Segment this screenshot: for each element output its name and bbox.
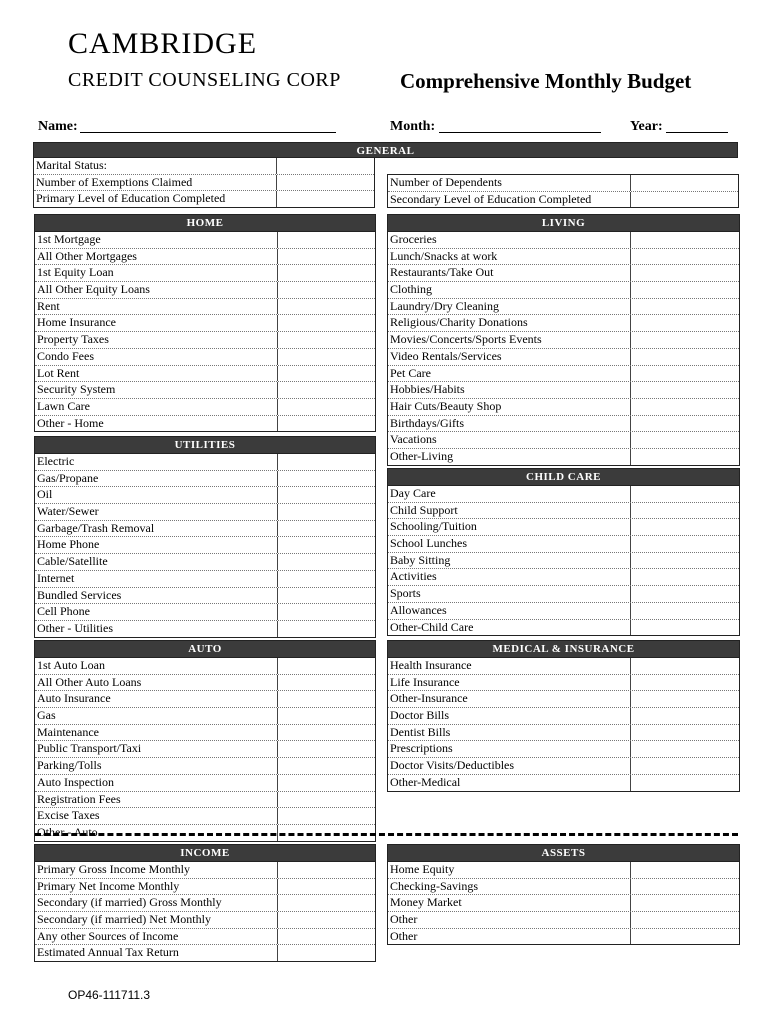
row-label: Other-Child Care	[390, 619, 474, 634]
budget-row	[388, 879, 739, 896]
budget-row	[388, 315, 739, 332]
row-label: 1st Equity Loan	[37, 265, 114, 280]
row-label: Doctor Bills	[390, 708, 449, 723]
row-label: Other - Auto	[37, 824, 98, 839]
budget-row	[35, 945, 375, 961]
row-label: Other	[390, 928, 418, 943]
home-section	[34, 214, 376, 432]
row-label: Laundry/Dry Cleaning	[390, 298, 499, 313]
row-label: Movies/Concerts/Sports Events	[390, 332, 542, 347]
amount-field[interactable]	[277, 454, 375, 470]
name-field[interactable]	[80, 132, 336, 133]
income-header: INCOME	[35, 845, 375, 862]
budget-row	[388, 432, 739, 449]
amount-field[interactable]	[630, 708, 739, 724]
row-label: Rent	[37, 298, 60, 313]
amount-field[interactable]	[630, 192, 738, 208]
row-label: All Other Auto Loans	[37, 674, 142, 689]
budget-row	[35, 399, 375, 416]
row-label: Marital Status:	[36, 158, 107, 172]
row-label: Hair Cuts/Beauty Shop	[390, 398, 502, 413]
general-right	[387, 174, 739, 208]
budget-row	[388, 399, 739, 416]
budget-row	[35, 741, 375, 758]
amount-field[interactable]	[277, 487, 375, 503]
utilities-section	[34, 436, 376, 638]
row-label: Estimated Annual Tax Return	[37, 945, 179, 960]
amount-field[interactable]	[277, 621, 375, 637]
budget-row	[388, 265, 739, 282]
brand-name: CAMBRIDGE	[68, 27, 258, 60]
auto-header: AUTO	[35, 641, 375, 658]
year-field[interactable]	[666, 132, 728, 133]
budget-row	[388, 603, 739, 620]
amount-field[interactable]	[277, 232, 375, 248]
budget-row	[35, 454, 375, 471]
budget-row	[35, 471, 375, 488]
amount-field[interactable]	[630, 503, 739, 519]
assets-header: ASSETS	[388, 845, 739, 862]
amount-field[interactable]	[277, 912, 375, 928]
row-label: Public Transport/Taxi	[37, 741, 142, 756]
budget-row	[388, 895, 739, 912]
budget-row	[388, 620, 739, 636]
row-label: Home Phone	[37, 537, 100, 552]
row-label: Garbage/Trash Removal	[37, 520, 155, 535]
row-label: Home Insurance	[37, 315, 116, 330]
budget-row	[388, 741, 739, 758]
amount-field[interactable]	[630, 432, 739, 448]
amount-field[interactable]	[630, 658, 739, 674]
row-label: Hobbies/Habits	[390, 382, 465, 397]
budget-row	[35, 232, 375, 249]
general-section	[33, 142, 738, 204]
budget-row	[35, 382, 375, 399]
amount-field[interactable]	[630, 249, 739, 265]
budget-row	[388, 519, 739, 536]
budget-row	[34, 175, 374, 192]
budget-row	[35, 332, 375, 349]
row-label: Vacations	[390, 432, 437, 447]
row-label: 1st Mortgage	[37, 232, 101, 246]
home-header: HOME	[35, 215, 375, 232]
row-label: Secondary (if married) Gross Monthly	[37, 895, 222, 910]
amount-field[interactable]	[277, 537, 375, 553]
amount-field[interactable]	[277, 945, 375, 961]
budget-row	[35, 249, 375, 266]
amount-field[interactable]	[630, 758, 739, 774]
row-label: Restaurants/Take Out	[390, 265, 494, 280]
amount-field[interactable]	[630, 416, 739, 432]
row-label: Number of Dependents	[390, 175, 502, 189]
row-label: Excise Taxes	[37, 808, 100, 823]
row-label: Sports	[390, 586, 421, 601]
budget-row	[35, 282, 375, 299]
row-label: Lawn Care	[37, 398, 90, 413]
budget-row	[388, 725, 739, 742]
amount-field[interactable]	[630, 603, 739, 619]
budget-row	[35, 487, 375, 504]
amount-field[interactable]	[630, 929, 739, 945]
cut-line	[35, 833, 738, 836]
budget-row	[388, 175, 738, 192]
amount-field[interactable]	[277, 879, 375, 895]
amount-field[interactable]	[277, 862, 375, 878]
budget-row	[35, 912, 375, 929]
budget-row	[35, 299, 375, 316]
budget-row	[388, 553, 739, 570]
amount-field[interactable]	[630, 741, 739, 757]
row-label: All Other Mortgages	[37, 248, 137, 263]
budget-row	[35, 571, 375, 588]
row-label: Groceries	[390, 232, 437, 246]
budget-row	[35, 521, 375, 538]
budget-row	[35, 658, 375, 675]
month-field[interactable]	[439, 132, 601, 133]
row-label: Primary Level of Education Completed	[36, 191, 226, 206]
amount-field[interactable]	[277, 332, 375, 348]
budget-row	[35, 604, 375, 621]
amount-field[interactable]	[277, 366, 375, 382]
amount-field[interactable]	[630, 265, 739, 281]
row-label: School Lunches	[390, 536, 467, 551]
budget-row	[35, 775, 375, 792]
row-label: Number of Exemptions Claimed	[36, 174, 193, 189]
row-label: Clothing	[390, 282, 433, 297]
budget-row	[388, 282, 739, 299]
row-label: Internet	[37, 570, 75, 585]
amount-field[interactable]	[277, 265, 375, 281]
row-label: Gas	[37, 708, 56, 723]
amount-field[interactable]	[277, 604, 375, 620]
budget-row	[388, 586, 739, 603]
row-label: Other-Insurance	[390, 691, 468, 706]
budget-row	[35, 349, 375, 366]
budget-row	[35, 265, 375, 282]
amount-field[interactable]	[630, 232, 739, 248]
budget-row	[35, 366, 375, 383]
row-label: Secondary Level of Education Completed	[390, 191, 592, 206]
row-label: Registration Fees	[37, 791, 121, 806]
row-label: Home Equity	[390, 862, 455, 876]
row-label: Schooling/Tuition	[390, 519, 477, 534]
amount-field[interactable]	[276, 175, 374, 191]
row-label: Primary Gross Income Monthly	[37, 862, 190, 876]
budget-row	[35, 504, 375, 521]
amount-field[interactable]	[277, 521, 375, 537]
row-label: Auto Insurance	[37, 691, 111, 706]
row-label: Prescriptions	[390, 741, 453, 756]
amount-field[interactable]	[630, 315, 739, 331]
row-label: Security System	[37, 382, 116, 397]
amount-field[interactable]	[277, 249, 375, 265]
amount-field[interactable]	[630, 175, 738, 191]
row-label: All Other Equity Loans	[37, 282, 150, 297]
budget-row	[388, 929, 739, 945]
budget-row	[388, 658, 739, 675]
budget-row	[388, 758, 739, 775]
assets-section	[387, 844, 740, 945]
budget-row	[388, 503, 739, 520]
amount-field[interactable]	[277, 554, 375, 570]
row-label: Pet Care	[390, 365, 431, 380]
budget-row	[388, 675, 739, 692]
amount-field[interactable]	[630, 366, 739, 382]
budget-row	[35, 675, 375, 692]
budget-row	[388, 332, 739, 349]
row-label: Property Taxes	[37, 332, 109, 347]
row-label: Day Care	[390, 486, 436, 500]
form-number: OP46-111711.3	[68, 988, 151, 1002]
row-label: Gas/Propane	[37, 470, 99, 485]
budget-row	[35, 691, 375, 708]
amount-field[interactable]	[277, 658, 375, 674]
living-header: LIVING	[388, 215, 739, 232]
budget-row	[388, 299, 739, 316]
row-label: 1st Auto Loan	[37, 658, 105, 672]
amount-field[interactable]	[277, 691, 375, 707]
budget-row	[34, 191, 374, 207]
row-label: Bundled Services	[37, 587, 122, 602]
row-label: Any other Sources of Income	[37, 928, 179, 943]
row-label: Condo Fees	[37, 348, 94, 363]
row-label: Allowances	[390, 602, 447, 617]
row-label: Child Support	[390, 502, 458, 517]
general-left	[33, 158, 375, 208]
row-label: Lunch/Snacks at work	[390, 248, 498, 263]
amount-field[interactable]	[277, 282, 375, 298]
budget-row	[388, 416, 739, 433]
amount-field[interactable]	[630, 332, 739, 348]
row-label: Primary Net Income Monthly	[37, 878, 180, 893]
document-title: Comprehensive Monthly Budget	[400, 69, 692, 93]
amount-field[interactable]	[630, 382, 739, 398]
row-label: Health Insurance	[390, 658, 472, 672]
income-section	[34, 844, 376, 962]
budget-row	[35, 554, 375, 571]
row-label: Other - Utilities	[37, 620, 113, 635]
amount-field[interactable]	[630, 691, 739, 707]
budget-row	[388, 775, 739, 791]
budget-row	[35, 537, 375, 554]
row-label: Lot Rent	[37, 365, 80, 380]
utilities-header: UTILITIES	[35, 437, 375, 454]
amount-field[interactable]	[277, 741, 375, 757]
amount-field[interactable]	[277, 416, 375, 432]
budget-row	[35, 588, 375, 605]
month-label: Month:	[390, 119, 436, 134]
medical-header: MEDICAL & INSURANCE	[388, 641, 739, 658]
amount-field[interactable]	[630, 775, 739, 791]
amount-field[interactable]	[630, 620, 739, 636]
budget-row	[388, 708, 739, 725]
amount-field[interactable]	[277, 895, 375, 911]
amount-field[interactable]	[630, 486, 739, 502]
amount-field[interactable]	[277, 399, 375, 415]
row-label: Dentist Bills	[390, 724, 451, 739]
budget-row	[388, 569, 739, 586]
amount-field[interactable]	[277, 315, 375, 331]
row-label: Parking/Tolls	[37, 758, 102, 773]
amount-field[interactable]	[277, 299, 375, 315]
amount-field[interactable]	[630, 399, 739, 415]
auto-section	[34, 640, 376, 842]
amount-field[interactable]	[630, 553, 739, 569]
amount-field[interactable]	[277, 675, 375, 691]
brand-subtitle: CREDIT COUNSELING CORP	[68, 69, 341, 91]
amount-field[interactable]	[277, 588, 375, 604]
budget-row	[35, 621, 375, 637]
budget-row	[35, 725, 375, 742]
amount-field[interactable]	[630, 299, 739, 315]
budget-row	[388, 382, 739, 399]
general-header: GENERAL	[33, 142, 738, 158]
budget-row	[35, 862, 375, 879]
row-label: Activities	[390, 569, 437, 584]
amount-field[interactable]	[630, 586, 739, 602]
amount-field[interactable]	[277, 758, 375, 774]
budget-row	[35, 879, 375, 896]
child-care-section	[387, 468, 740, 636]
amount-field[interactable]	[277, 725, 375, 741]
amount-field[interactable]	[276, 158, 374, 174]
amount-field[interactable]	[277, 929, 375, 945]
row-label: Maintenance	[37, 724, 99, 739]
budget-row	[35, 315, 375, 332]
amount-field[interactable]	[630, 862, 739, 878]
row-label: Cell Phone	[37, 604, 90, 619]
amount-field[interactable]	[630, 519, 739, 535]
amount-field[interactable]	[630, 569, 739, 585]
budget-row	[388, 366, 739, 383]
budget-row	[388, 691, 739, 708]
budget-row	[388, 536, 739, 553]
amount-field[interactable]	[630, 349, 739, 365]
amount-field[interactable]	[630, 449, 739, 465]
budget-row	[35, 929, 375, 946]
budget-row	[35, 895, 375, 912]
budget-row	[35, 416, 375, 432]
row-label: Electric	[37, 454, 75, 468]
amount-field[interactable]	[277, 792, 375, 808]
row-label: Other - Home	[37, 415, 104, 430]
row-label: Cable/Satellite	[37, 554, 108, 569]
budget-row	[388, 912, 739, 929]
amount-field[interactable]	[277, 349, 375, 365]
row-label: Birthdays/Gifts	[390, 415, 464, 430]
budget-row	[35, 808, 375, 825]
row-label: Checking-Savings	[390, 878, 478, 893]
budget-row	[34, 158, 374, 175]
budget-row	[388, 349, 739, 366]
amount-field[interactable]	[630, 895, 739, 911]
row-label: Other-Medical	[390, 774, 461, 789]
amount-field[interactable]	[277, 775, 375, 791]
budget-row	[388, 249, 739, 266]
amount-field[interactable]	[277, 382, 375, 398]
row-label: Life Insurance	[390, 674, 460, 689]
budget-row	[388, 862, 739, 879]
row-label: Other-Living	[390, 448, 454, 463]
amount-field[interactable]	[630, 879, 739, 895]
amount-field[interactable]	[277, 471, 375, 487]
amount-field[interactable]	[277, 571, 375, 587]
amount-field[interactable]	[630, 675, 739, 691]
amount-field[interactable]	[276, 191, 374, 207]
row-label: Auto Inspection	[37, 774, 114, 789]
amount-field[interactable]	[277, 504, 375, 520]
row-label: Water/Sewer	[37, 504, 99, 519]
row-label: Religious/Charity Donations	[390, 315, 528, 330]
budget-row	[388, 486, 739, 503]
name-label: Name:	[38, 119, 78, 134]
child-care-header: CHILD CARE	[388, 469, 739, 486]
row-label: Money Market	[390, 895, 462, 910]
budget-row	[35, 708, 375, 725]
budget-row	[35, 758, 375, 775]
row-label: Oil	[37, 487, 53, 502]
budget-row	[388, 449, 739, 465]
budget-row	[388, 232, 739, 249]
year-label: Year:	[630, 119, 663, 134]
living-section	[387, 214, 740, 466]
row-label: Other	[390, 912, 418, 927]
amount-field[interactable]	[630, 912, 739, 928]
medical-section	[387, 640, 740, 792]
amount-field[interactable]	[277, 808, 375, 824]
budget-row	[35, 792, 375, 809]
amount-field[interactable]	[630, 536, 739, 552]
row-label: Doctor Visits/Deductibles	[390, 758, 515, 773]
budget-row	[388, 192, 738, 208]
row-label: Video Rentals/Services	[390, 348, 502, 363]
amount-field[interactable]	[277, 708, 375, 724]
row-label: Baby Sitting	[390, 552, 451, 567]
amount-field[interactable]	[630, 282, 739, 298]
row-label: Secondary (if married) Net Monthly	[37, 912, 211, 927]
amount-field[interactable]	[630, 725, 739, 741]
